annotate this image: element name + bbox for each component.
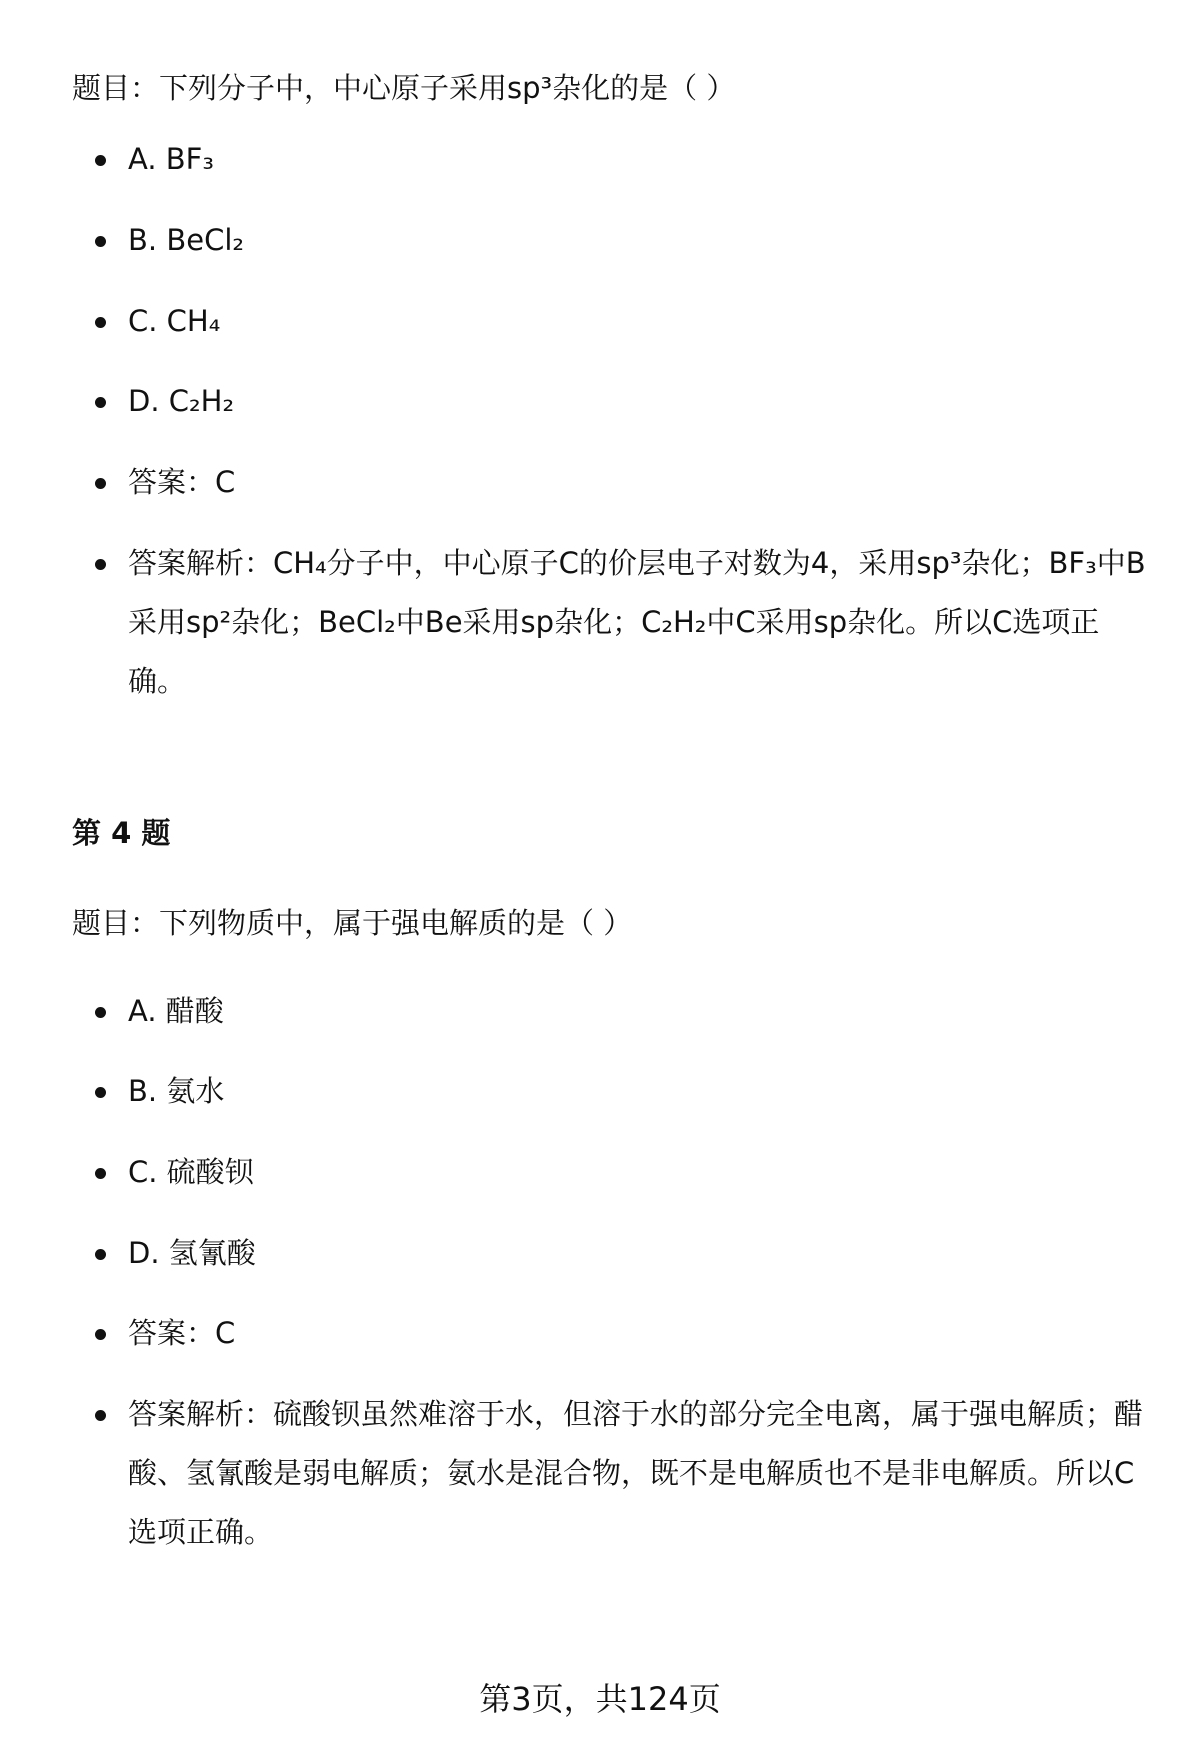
explanation-item bbox=[95, 534, 1155, 711]
bullet-icon bbox=[95, 1329, 106, 1340]
bullet-icon bbox=[95, 1249, 106, 1260]
bullet-icon bbox=[95, 1087, 106, 1098]
bullet-icon bbox=[95, 559, 106, 570]
bullet-icon bbox=[95, 1168, 106, 1179]
question-heading: 第 4 题 bbox=[72, 816, 171, 850]
option-b bbox=[95, 211, 1155, 270]
option-a bbox=[95, 130, 1155, 189]
option-label: B. 氨水 bbox=[128, 1074, 225, 1108]
option-label: D. C₂H₂ bbox=[128, 384, 235, 418]
bullet-icon bbox=[95, 1410, 106, 1421]
bullet-icon bbox=[95, 317, 106, 328]
explanation-text: 答案解析：硫酸钡虽然难溶于水，但溶于水的部分完全电离，属于强电解质；醋酸、氢氰酸是弱电解质；氨水是混合物，既不是电解质也不是非电解质。所以C选项正确。 bbox=[128, 1397, 1144, 1549]
answer-text: 答案：C bbox=[128, 465, 236, 499]
bullet-icon bbox=[95, 236, 106, 247]
option-label: A. BF₃ bbox=[128, 142, 214, 176]
option-label: A. 醋酸 bbox=[128, 994, 224, 1028]
answer-item bbox=[95, 453, 1155, 512]
bullet-icon bbox=[95, 1007, 106, 1018]
question-prompt: 题目：下列物质中，属于强电解质的是（ ） bbox=[72, 906, 633, 940]
option-label: C. 硫酸钡 bbox=[128, 1155, 254, 1189]
page-number: 第3页，共124页 bbox=[479, 1680, 721, 1718]
option-b bbox=[95, 1062, 1155, 1121]
question-prompt: 题目：下列分子中，中心原子采用sp³杂化的是（ ） bbox=[72, 71, 736, 105]
bullet-icon bbox=[95, 155, 106, 166]
bullet-icon bbox=[95, 478, 106, 489]
explanation-text: 答案解析：CH₄分子中，中心原子C的价层电子对数为4，采用sp³杂化；BF₃中B采用sp²杂化；BeCl₂中Be采用sp杂化；C₂H₂中C采用sp杂化。所以C选项正确。 bbox=[128, 546, 1146, 698]
option-d bbox=[95, 1224, 1155, 1283]
option-c bbox=[95, 292, 1155, 351]
bullet-icon bbox=[95, 397, 106, 408]
explanation-item bbox=[95, 1385, 1155, 1562]
option-a bbox=[95, 982, 1155, 1041]
option-label: B. BeCl₂ bbox=[128, 223, 244, 257]
option-label: C. CH₄ bbox=[128, 304, 221, 338]
answer-item bbox=[95, 1304, 1155, 1363]
option-label: D. 氢氰酸 bbox=[128, 1236, 256, 1270]
answer-text: 答案：C bbox=[128, 1316, 236, 1350]
option-c bbox=[95, 1143, 1155, 1202]
option-d bbox=[95, 372, 1155, 431]
